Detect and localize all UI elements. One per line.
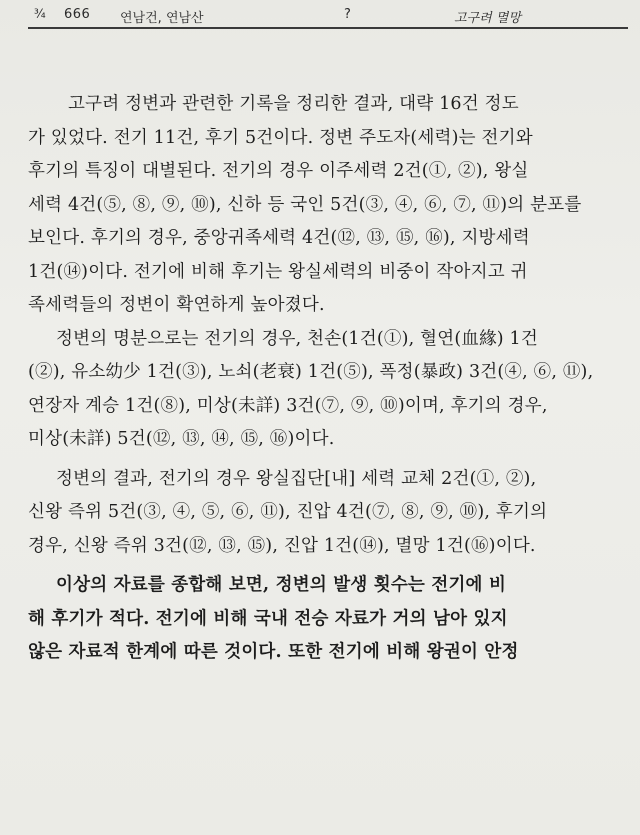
paragraph-1 xyxy=(28,88,636,323)
text-line: (②), 유소幼少 1건(③), 노쇠(老衰) 1건(⑤), 폭정(暴政) 3건(④, ⑥, ⑪), xyxy=(28,362,594,382)
text-line: 연장자 계승 1건(⑧), 미상(未詳) 3건(⑦, ⑨, ⑩)이며, 후기의 경우, xyxy=(28,395,548,416)
text-line: 1건(⑭)이다. 전기에 비해 후기는 왕실세력의 비중이 작아지고 귀 xyxy=(28,261,528,282)
paragraph-4 xyxy=(28,569,636,670)
text-line: 이상의 자료를 종합해 보면, 정변의 발생 횟수는 전기에 비 xyxy=(56,575,507,595)
text-line: 신왕 즉위 5건(③, ④, ⑤, ⑥, ⑪), 진압 4건(⑦, ⑧, ⑨, ⑩), 후기의 xyxy=(28,502,548,522)
paragraph-2 xyxy=(28,323,636,457)
text-line: 고구려 정변과 관련한 기록을 정리한 결과, 대략 16건 정도 xyxy=(68,94,519,114)
text-line: 경우, 신왕 즉위 3건(⑫, ⑬, ⑮), 진압 1건(⑭), 멸망 1건(⑯)이다. xyxy=(28,535,536,556)
header-mark: ¾ xyxy=(34,7,46,21)
text-line: 해 후기가 적다. 전기에 비해 국내 전승 자료가 거의 남아 있지 xyxy=(28,608,508,629)
text-line: 정변의 명분으로는 전기의 경우, 천손(1건(①), 혈연(血緣) 1건 xyxy=(56,328,539,349)
page-body xyxy=(28,88,636,670)
text-line: 정변의 결과, 전기의 경우 왕실집단[내] 세력 교체 2건(①, ②), xyxy=(56,468,537,489)
text-line: 세력 4건(⑤, ⑧, ⑨, ⑩), 신하 등 국인 5건(③, ④, ⑥, ⑦, ⑪)의 분포를 xyxy=(28,194,582,215)
header-symbol: ? xyxy=(344,7,351,22)
text-line: 후기의 특징이 대별된다. 전기의 경우 이주세력 2건(①, ②), 왕실 xyxy=(28,161,529,181)
chapter-title: 고구려 멸망 xyxy=(454,11,521,26)
text-line: 보인다. 후기의 경우, 중앙귀족세력 4건(⑫, ⑬, ⑮, ⑯), 지방세력 xyxy=(28,228,530,248)
text-line: 않은 자료적 한계에 따른 것이다. 또한 전기에 비해 왕권이 안정 xyxy=(28,642,519,662)
header-authors: 연남건, 연남산 xyxy=(120,11,204,26)
header-rule xyxy=(28,27,628,29)
page-number: 666 xyxy=(64,7,91,22)
text-line: 가 있었다. 전기 11건, 후기 5건이다. 정변 주도자(세력)는 전기와 xyxy=(28,127,533,148)
running-header xyxy=(34,4,624,28)
text-line: 미상(未詳) 5건(⑫, ⑬, ⑭, ⑮, ⑯)이다. xyxy=(28,429,335,449)
paragraph-3 xyxy=(28,463,636,564)
text-line: 족세력들의 정변이 확연하게 높아졌다. xyxy=(28,295,325,315)
